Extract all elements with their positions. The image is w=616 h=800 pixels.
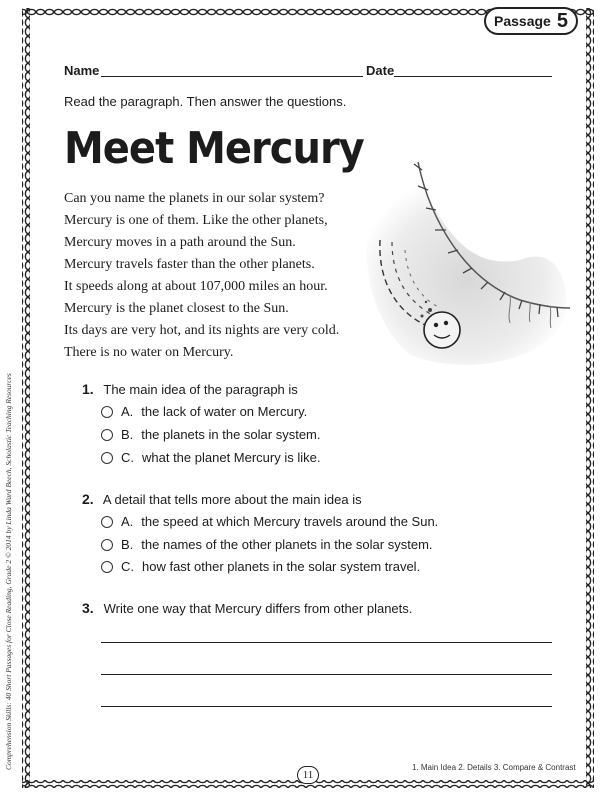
option-text: how fast other planets in the solar system travel. bbox=[142, 559, 421, 574]
paragraph-line: It speeds along at about 107,000 miles an hour. bbox=[64, 279, 328, 294]
radio-circle-icon[interactable] bbox=[101, 561, 113, 573]
option-letter: B. bbox=[121, 537, 134, 552]
option-letter: B. bbox=[121, 427, 134, 442]
q1-option-a[interactable] bbox=[101, 404, 307, 419]
question-1 bbox=[82, 381, 298, 397]
question-text: The main idea of the paragraph is bbox=[103, 382, 298, 397]
radio-circle-icon[interactable] bbox=[101, 516, 113, 528]
date-label: Date bbox=[366, 63, 395, 78]
question-text: A detail that tells more about the main idea is bbox=[102, 492, 362, 507]
passage-label: Passage bbox=[494, 13, 551, 29]
option-letter: C. bbox=[121, 559, 134, 574]
question-3 bbox=[82, 600, 412, 616]
answer-line[interactable] bbox=[101, 706, 552, 707]
date-line[interactable] bbox=[394, 76, 552, 77]
name-line[interactable] bbox=[101, 76, 363, 77]
radio-circle-icon[interactable] bbox=[101, 539, 113, 551]
q2-option-a[interactable] bbox=[101, 514, 438, 529]
radio-circle-icon[interactable] bbox=[101, 406, 113, 418]
passage-badge bbox=[484, 7, 578, 35]
passage-number: 5 bbox=[556, 9, 568, 32]
q1-option-b[interactable] bbox=[101, 427, 321, 442]
mercury-illustration bbox=[350, 150, 575, 375]
skills-list: 1. Main Idea 2. Details 3. Compare & Contrast bbox=[412, 763, 576, 772]
option-text: what the planet Mercury is like. bbox=[142, 450, 321, 465]
radio-circle-icon[interactable] bbox=[101, 429, 113, 441]
option-letter: A. bbox=[121, 514, 134, 529]
q1-option-c[interactable] bbox=[101, 450, 320, 465]
option-text: the names of the other planets in the solar system. bbox=[141, 537, 433, 552]
radio-circle-icon[interactable] bbox=[101, 452, 113, 464]
option-letter: A. bbox=[121, 404, 134, 419]
question-text: Write one way that Mercury differs from other planets. bbox=[103, 601, 413, 616]
instructions: Read the paragraph. Then answer the questions. bbox=[64, 94, 347, 109]
answer-line[interactable] bbox=[101, 674, 552, 675]
option-text: the speed at which Mercury travels around the Sun. bbox=[141, 514, 439, 529]
question-2 bbox=[82, 491, 362, 507]
paragraph-line: There is no water on Mercury. bbox=[64, 345, 234, 360]
paragraph-line: Mercury is one of them. Like the other planets, bbox=[64, 213, 328, 228]
name-label: Name bbox=[64, 63, 100, 78]
answer-line[interactable] bbox=[101, 642, 552, 643]
page-title: Meet Mercury bbox=[64, 124, 364, 174]
question-number: 1. bbox=[82, 381, 94, 397]
paragraph-line: Mercury is the planet closest to the Sun. bbox=[64, 301, 289, 316]
paragraph-line: Its days are very hot, and its nights are very cold. bbox=[64, 323, 340, 338]
question-number: 3. bbox=[82, 600, 94, 616]
copyright-credit: Comprehension Skills: 40 Short Passages for Close Reading, Grade 2 © 2014 by Linda Ward Beech, Scholastic Teaching Resources bbox=[4, 373, 13, 770]
option-text: the lack of water on Mercury. bbox=[141, 404, 308, 419]
q2-option-c[interactable] bbox=[101, 559, 420, 574]
reading-paragraph bbox=[64, 188, 339, 364]
option-text: the planets in the solar system. bbox=[141, 427, 321, 442]
question-number: 2. bbox=[82, 491, 94, 507]
paragraph-line: Can you name the planets in our solar system? bbox=[64, 191, 325, 206]
option-letter: C. bbox=[121, 450, 134, 465]
paragraph-line: Mercury moves in a path around the Sun. bbox=[64, 235, 296, 250]
q2-option-b[interactable] bbox=[101, 537, 433, 552]
page-number: 11 bbox=[297, 766, 319, 784]
paragraph-line: Mercury travels faster than the other planets. bbox=[64, 257, 315, 272]
